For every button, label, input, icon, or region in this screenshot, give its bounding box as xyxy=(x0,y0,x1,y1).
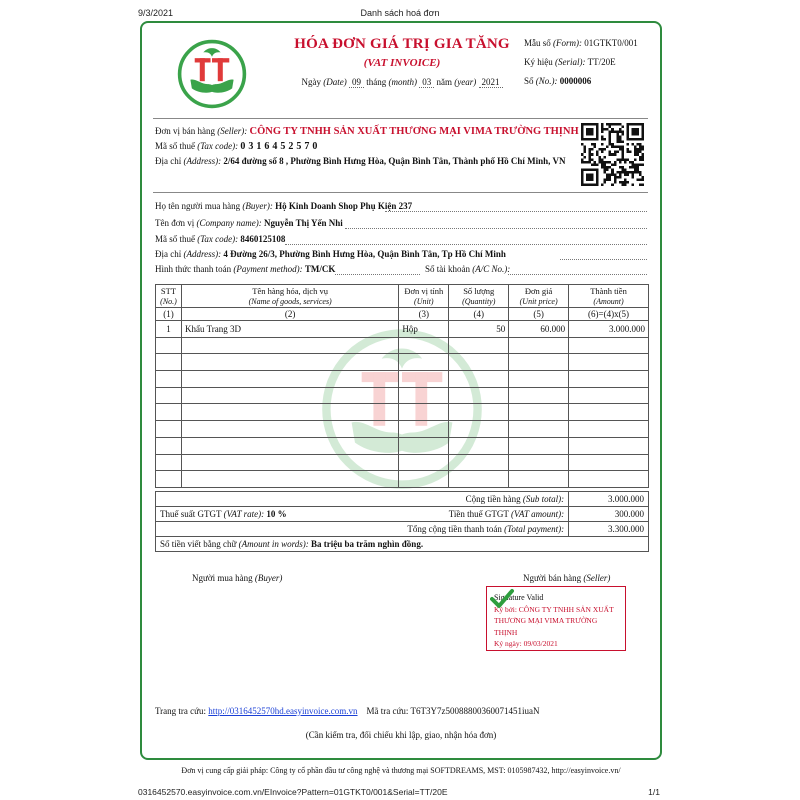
lookup-line: Trang tra cứu: http://0316452570hd.easyinvoice.com.vn Mã tra cứu: T6T3Y7z50088800360071451iuaN xyxy=(155,706,540,716)
print-footer xyxy=(0,787,800,799)
table-row-empty xyxy=(156,421,649,438)
divider xyxy=(153,192,648,193)
table-row-empty xyxy=(156,337,649,354)
invoice-month: 03 xyxy=(419,77,434,88)
buyer-name-line: Họ tên người mua hàng (Buyer): Hộ Kinh Doanh Shop Phụ Kiện 237 xyxy=(155,201,413,211)
seller-address: 2/64 đường số 8 , Phường Bình Hưng Hòa, Quận Bình Tân, Thành phố Hồ Chí Minh, VN xyxy=(223,156,566,166)
table-row-empty xyxy=(156,471,649,488)
divider xyxy=(153,118,648,119)
seller-address-line: Địa chỉ (Address): 2/64 đường số 8 , Phường Bình Hưng Hòa, Quận Bình Tân, Thành phố Hồ Chí Minh, VN xyxy=(155,156,566,166)
print-page-number: 1/1 xyxy=(648,787,660,797)
signer-line-1: Ký bởi: CÔNG TY TNHH SẢN XUẤT xyxy=(494,604,614,614)
total-row: Tổng cộng tiền thanh toán (Total payment): 3.300.000 xyxy=(156,522,649,537)
qr-code-icon xyxy=(581,123,644,186)
print-title: Danh sách hoá đơn xyxy=(360,8,440,18)
invoice-form: Mẫu số (Form): 01GTKT0/001 xyxy=(524,38,638,48)
total-value: 3.300.000 xyxy=(569,522,649,537)
buyer-payment-method: TM/CK xyxy=(304,264,336,274)
table-header: STT (No.) Tên hàng hóa, dịch vụ (Name of goods, services) Đơn vị tính (Unit) Số lượng (Quantity) Đơn giá (Unit price) Thành tiền (Amount) xyxy=(156,285,649,308)
column-number-row: (1) (2) (3) (4) (5) (6)=(4)x(5) xyxy=(156,308,649,321)
seller-name-line: Đơn vị bán hàng (Seller): CÔNG TY TNHH SẢN XUẤT THƯƠNG MẠI VIMA TRƯỜNG THỊNH xyxy=(155,126,579,137)
provider-line: Đơn vị cung cấp giải pháp: Công ty cổ phần đầu tư công nghệ và thương mại SOFTDREAMS, MST: 0105987432, http://easyinvoice.vn/ xyxy=(181,766,621,775)
table-row-empty xyxy=(156,371,649,388)
buyer-company-line: Tên đơn vị (Company name): Nguyễn Thị Yến Nhi xyxy=(155,218,343,228)
buyer-signature-label: Người mua hàng (Buyer) xyxy=(192,573,283,583)
lookup-link[interactable]: http://0316452570hd.easyinvoice.com.vn xyxy=(208,706,358,716)
buyer-address-line: Địa chỉ (Address): 4 Đường 26/3, Phường Bình Hưng Hòa, Quận Bình Tân, Tp Hồ Chí Minh xyxy=(155,249,506,259)
table-row-empty xyxy=(156,437,649,454)
check-icon xyxy=(490,588,514,610)
signer-line-2: THƯƠNG MẠI VIMA TRƯỜNG THỊNH xyxy=(494,616,598,637)
table-row: 1 Khẩu Trang 3D Hộp 50 60.000 3.000.000 xyxy=(156,321,649,338)
amount-in-words-row: Số tiền viết bằng chữ (Amount in words): Ba triệu ba trăm nghìn đồng. xyxy=(156,537,649,552)
buyer-company: Nguyễn Thị Yến Nhi xyxy=(264,218,343,228)
signature-valid-text: Signature Valid xyxy=(494,593,544,602)
vat-rate: 10 % xyxy=(266,509,287,519)
table-row-empty xyxy=(156,404,649,421)
buyer-account-line: Số tài khoản (A/C No.): xyxy=(425,264,511,274)
buyer-tax-code: 8460125108 xyxy=(240,234,286,244)
buyer-tax-line: Mã số thuế (Tax code): 8460125108 xyxy=(155,234,286,244)
tt-logo-icon xyxy=(176,36,248,112)
invoice-number: Số (No.): 0000006 xyxy=(524,76,592,86)
subtotal-row: Cộng tiền hàng (Sub total): 3.000.000 xyxy=(156,492,649,507)
vat-row: Thuế suất GTGT (VAT rate): 10 % Tiền thuế GTGT (VAT amount): 300.000 xyxy=(156,507,649,522)
sign-date: Ký ngày: 09/03/2021 xyxy=(494,639,558,648)
table-row-empty xyxy=(156,354,649,371)
seller-signature-label: Người bán hàng (Seller) xyxy=(523,573,611,583)
invoice-title: HÓA ĐƠN GIÁ TRỊ GIA TĂNG xyxy=(294,36,510,52)
vat-amount-value: 300.000 xyxy=(569,507,649,522)
print-url: 0316452570.easyinvoice.com.vn/EInvoice?Pattern=01GTKT0/001&Serial=TT/20E xyxy=(138,787,448,797)
lookup-code: T6T3Y7z50088800360071451iuaN xyxy=(410,706,540,716)
invoice-subtitle: (VAT INVOICE) xyxy=(363,57,441,69)
invoice-serial: Ký hiệu (Serial): TT/20E xyxy=(524,57,616,67)
amount-in-words: Ba triệu ba trăm nghìn đồng. xyxy=(311,539,424,549)
invoice-date: Ngày (Date) 09 tháng (month) 03 năm (year) 2021 xyxy=(276,77,528,87)
invoice-year: 2021 xyxy=(479,77,503,88)
buyer-payment-line: Hình thức thanh toán (Payment method): TM/CK xyxy=(155,264,336,274)
table-row-empty xyxy=(156,454,649,471)
buyer-name: Hộ Kinh Doanh Shop Phụ Kiện 237 xyxy=(275,201,413,211)
seller-tax-code: 0316452570 xyxy=(240,141,321,152)
print-header xyxy=(0,8,800,22)
buyer-address: 4 Đường 26/3, Phường Bình Hưng Hòa, Quận Bình Tân, Tp Hồ Chí Minh xyxy=(223,249,506,259)
invoice-day: 09 xyxy=(349,77,364,88)
print-date: 9/3/2021 xyxy=(138,8,174,18)
seller-tax-line: Mã số thuế (Tax code): 0316452570 xyxy=(155,141,321,152)
seller-name: CÔNG TY TNHH SẢN XUẤT THƯƠNG MẠI VIMA TRƯỜNG THỊNH xyxy=(249,126,579,137)
subtotal-value: 3.000.000 xyxy=(569,492,649,507)
items-table xyxy=(155,284,649,488)
totals-table xyxy=(155,491,649,552)
table-row-empty xyxy=(156,387,649,404)
check-note: (Cần kiểm tra, đối chiếu khi lập, giao, nhận hóa đơn) xyxy=(305,730,497,740)
